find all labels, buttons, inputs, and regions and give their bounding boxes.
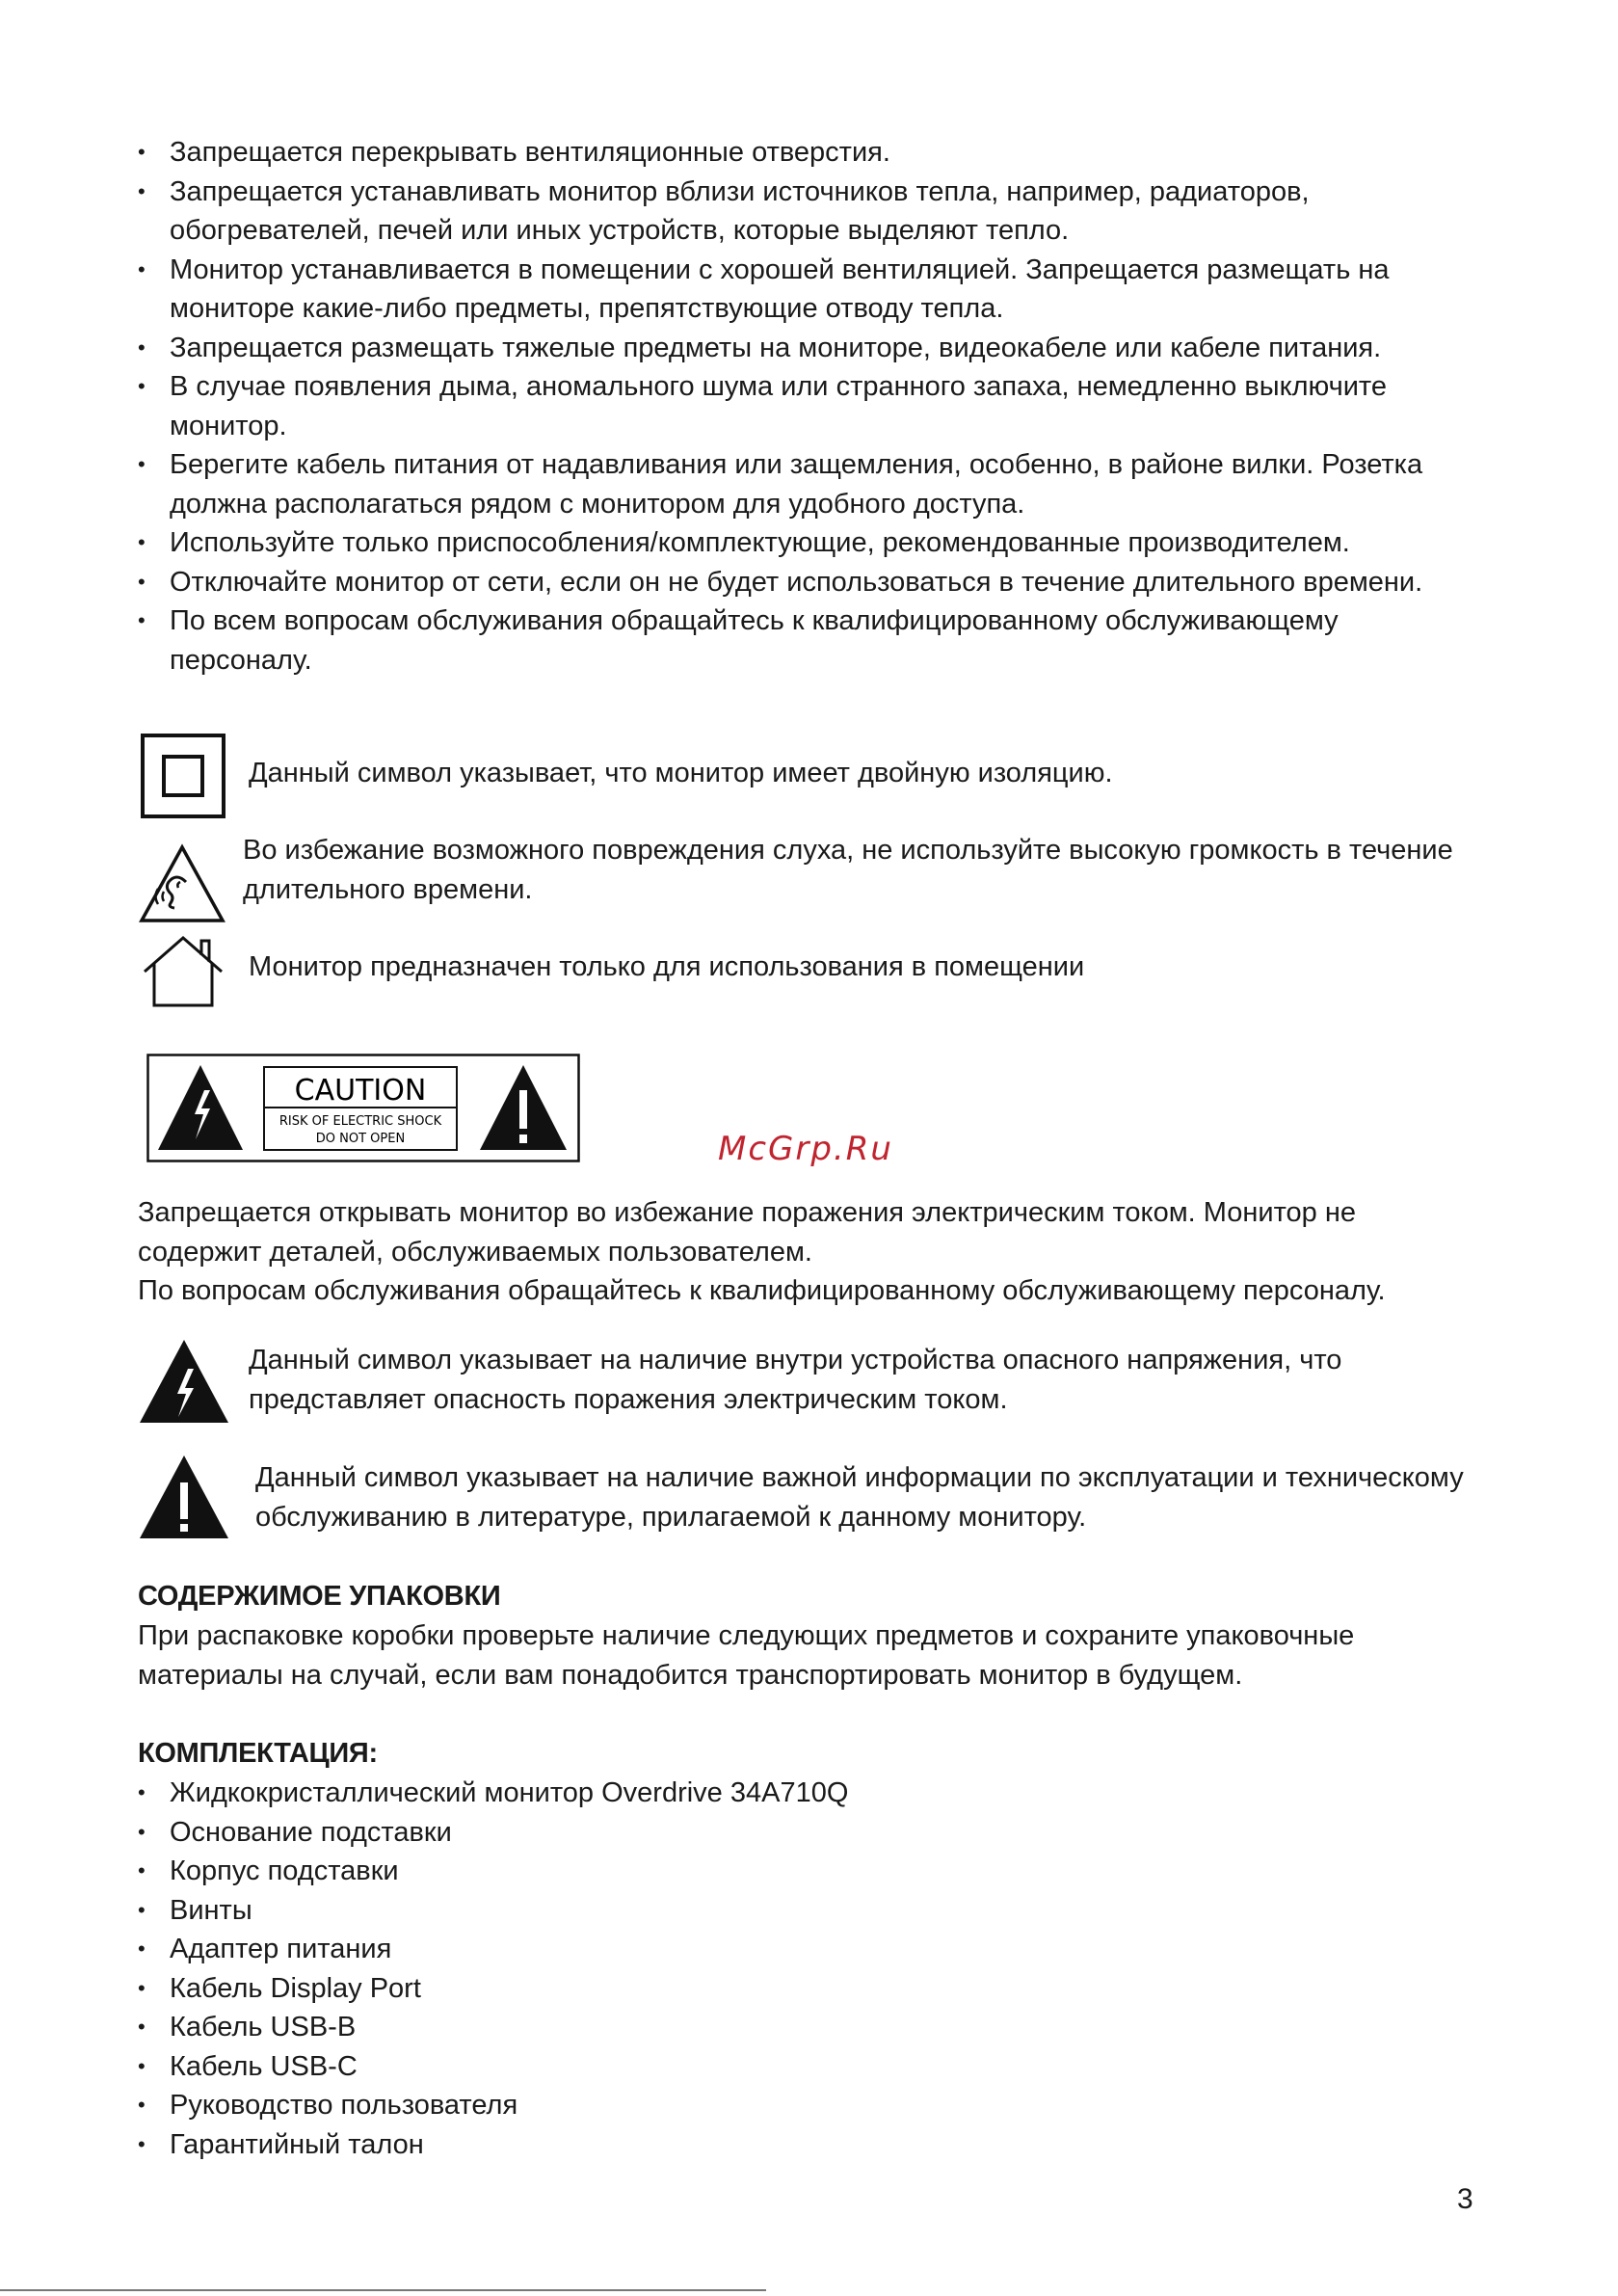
list-item: • Отключайте монитор от сети, если он не будет использоваться в течение длительного времени.	[138, 563, 1487, 602]
exclamation-warning-icon	[138, 1454, 230, 1540]
list-item: • Кабель USB-B	[138, 2008, 1391, 2047]
double-insulation-icon	[140, 733, 226, 819]
caution-line-2: DO NOT OPEN	[315, 1132, 406, 1146]
lightning-warning-icon	[138, 1338, 230, 1425]
list-item: • Руководство пользователя	[138, 2086, 1391, 2125]
list-item: • Берегите кабель питания от надавливания или защемления, особенно, в районе вилки. Розетка должна располагаться рядом с монитором для удобного доступа.	[138, 445, 1487, 523]
hearing-warning-icon	[138, 843, 226, 924]
list-item: • Запрещается размещать тяжелые предметы на мониторе, видеокабеле или кабеле питания.	[138, 329, 1487, 368]
page-number: 3	[1457, 2183, 1473, 2215]
list-item: • Винты	[138, 1891, 1391, 1931]
caution-paragraph-line: Запрещается открывать монитор во избежание поражения электрическим током. Монитор не содержит деталей, обслуживаемых пользователем.	[138, 1197, 1356, 1268]
package-heading: СОДЕРЖИМОЕ УПАКОВКИ	[138, 1581, 501, 1612]
indoor-use-text: Монитор предназначен только для использования в помещении	[249, 951, 1085, 982]
list-item: • По всем вопросам обслуживания обращайтесь к квалифицированному обслуживающему персоналу.	[138, 601, 1487, 680]
watermark: McGrp.Ru	[718, 1130, 893, 1168]
bottom-divider	[0, 2289, 766, 2291]
contents-heading: КОМПЛЕКТАЦИЯ:	[138, 1738, 378, 1769]
list-item: • Корпус подставки	[138, 1852, 1391, 1891]
package-text: При распаковке коробки проверьте наличие следующих предметов и сохраните упаковочные материалы на случай, если вам понадобится транспортировать монитор в будущем.	[138, 1620, 1355, 1691]
caution-title: CAUTION	[294, 1074, 427, 1108]
list-item: • Монитор устанавливается в помещении с хорошей вентиляцией. Запрещается размещать на мониторе какие-либо предметы, препятствующие отводу тепла.	[138, 251, 1487, 329]
list-item: • Запрещается перекрывать вентиляционные отверстия.	[138, 133, 1487, 173]
list-item: • Гарантийный талон	[138, 2125, 1391, 2165]
caution-paragraph-line: По вопросам обслуживания обращайтесь к квалифицированному обслуживающему персоналу.	[138, 1275, 1386, 1306]
list-item: • В случае появления дыма, аномального шума или странного запаха, немедленно выключите монитор.	[138, 367, 1487, 445]
list-item: • Адаптер питания	[138, 1930, 1391, 1969]
hearing-warning-text: Во избежание возможного повреждения слуха, не используйте высокую громкость в течение длительного времени.	[243, 835, 1453, 905]
safety-list	[138, 133, 1487, 680]
contents-list	[138, 1774, 1391, 2164]
list-item: • Кабель Display Port	[138, 1969, 1391, 2009]
list-item: • Запрещается устанавливать монитор вблизи источников тепла, например, радиаторов, обогревателей, печей или иных устройств, которые выделяют тепло.	[138, 173, 1487, 251]
double-insulation-text: Данный символ указывает, что монитор имеет двойную изоляцию.	[249, 758, 1113, 788]
voltage-warning-text: Данный символ указывает на наличие внутри устройства опасного напряжения, что представляет опасность поражения электрическим током.	[249, 1345, 1342, 1415]
info-warning-text: Данный символ указывает на наличие важной информации по эксплуатации и техническому обслуживанию в литературе, прилагаемой к данному монитору.	[255, 1462, 1464, 1533]
house-icon	[140, 933, 226, 1008]
list-item: • Жидкокристаллический монитор Overdrive 34A710Q	[138, 1774, 1391, 1813]
list-item: • Основание подставки	[138, 1813, 1391, 1853]
caution-paragraph	[138, 1193, 1487, 1311]
caution-line-1: RISK OF ELECTRIC SHOCK	[279, 1114, 442, 1129]
caution-label	[146, 1054, 580, 1162]
list-item: • Кабель USB-C	[138, 2047, 1391, 2087]
list-item: • Используйте только приспособления/комплектующие, рекомендованные производителем.	[138, 523, 1487, 563]
